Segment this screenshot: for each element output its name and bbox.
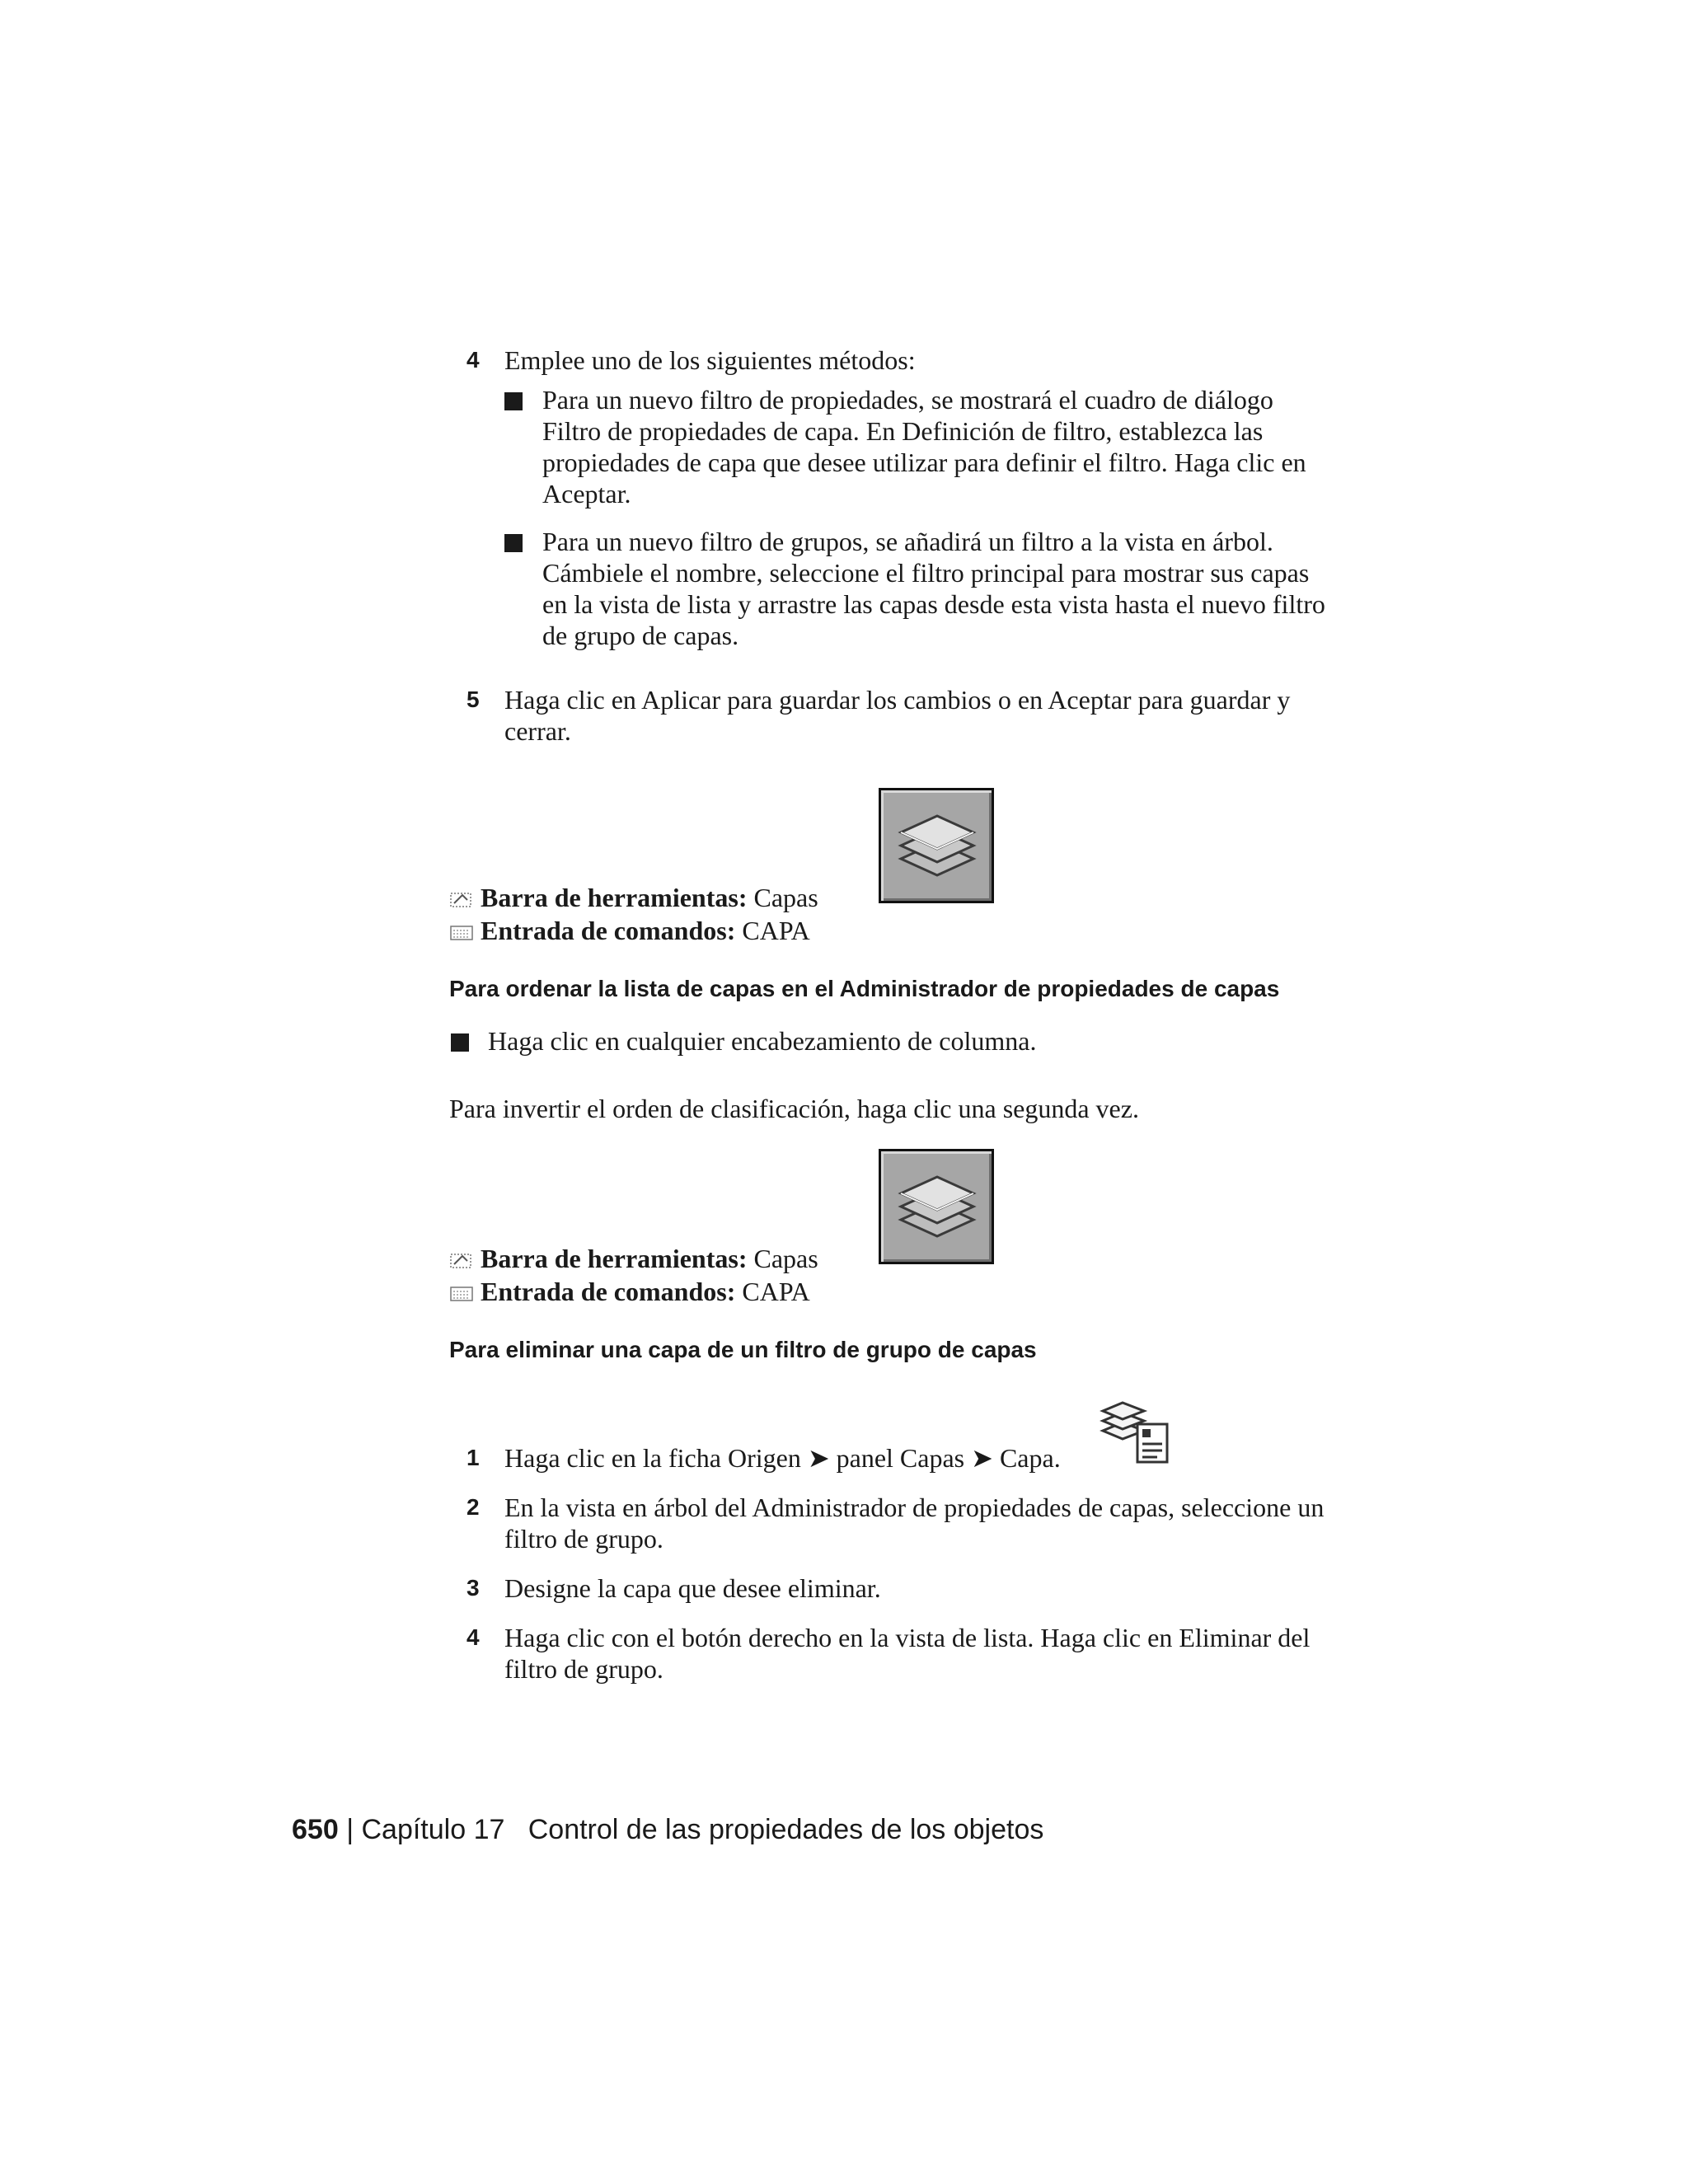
command-label: Entrada de comandos:	[481, 916, 736, 945]
toolbar-label: Barra de herramientas:	[481, 883, 748, 912]
toolbar-value: Capas	[753, 1244, 818, 1273]
step-number: 2	[467, 1494, 480, 1520]
command-reference	[449, 915, 810, 949]
bullet-marker	[504, 534, 523, 552]
step-text: Haga clic en Aplicar para guardar los cambios o en Aceptar para guardar y cerrar.	[504, 685, 1291, 746]
toolbar-reference	[449, 1243, 818, 1277]
command-value: CAPA	[742, 1277, 810, 1306]
step-number: 3	[467, 1575, 480, 1601]
command-value: CAPA	[742, 916, 810, 945]
bullet-marker	[451, 1033, 469, 1052]
bullet-text: Para un nuevo filtro de grupos, se añadirá un filtro a la vista en árbol. Cámbiele el nombre, seleccione el filtro principal para mostrar sus capas en la vista de lista y arrastre las capas desde esta vista hasta el nuevo filtro de grupo de capas.	[542, 527, 1325, 650]
layers-toolbar-icon	[879, 788, 994, 903]
step-text: Haga clic con el botón derecho en la vista de lista. Haga clic en Eliminar del filtro de grupo.	[504, 1623, 1311, 1684]
step-number: 4	[467, 1624, 480, 1650]
chapter-label: Capítulo 17	[361, 1814, 505, 1845]
bullet-text: Haga clic en cualquier encabezamiento de columna.	[488, 1026, 1037, 1056]
note-text: Para invertir el orden de clasificación, haga clic una segunda vez.	[449, 1094, 1139, 1123]
chapter-title: Control de las propiedades de los objetos	[528, 1814, 1044, 1845]
toolbar-icon	[449, 885, 474, 916]
toolbar-value: Capas	[753, 883, 818, 912]
command-entry-icon	[449, 918, 474, 949]
step-number: 5	[467, 687, 480, 712]
step-number: 4	[467, 347, 480, 373]
toolbar-label: Barra de herramientas:	[481, 1244, 748, 1273]
step-number: 1	[467, 1445, 480, 1470]
command-entry-icon	[449, 1279, 474, 1310]
page-footer	[292, 1813, 1043, 1846]
layers-toolbar-icon	[879, 1149, 994, 1264]
toolbar-icon	[449, 1246, 474, 1277]
step-text: Haga clic en la ficha Origen ➤ panel Capas ➤ Capa.	[504, 1443, 1061, 1473]
section-heading: Para eliminar una capa de un filtro de grupo de capas	[449, 1337, 1037, 1362]
bullet-marker	[504, 392, 523, 410]
step-text: Designe la capa que desee eliminar.	[504, 1573, 881, 1603]
command-reference	[449, 1276, 810, 1310]
command-label: Entrada de comandos:	[481, 1277, 736, 1306]
step-text: Emplee uno de los siguientes métodos:	[504, 345, 916, 375]
bullet-text: Para un nuevo filtro de propiedades, se mostrará el cuadro de diálogo Filtro de propiedades de capa. En Definición de filtro, establezca las propiedades de capa que desee utilizar para definir el filtro. Haga clic en Aceptar.	[542, 385, 1306, 509]
footer-separator: |	[346, 1814, 354, 1845]
step-text: En la vista en árbol del Administrador de propiedades de capas, seleccione un filtro de grupo.	[504, 1493, 1325, 1554]
page-number: 650	[292, 1814, 339, 1845]
section-heading: Para ordenar la lista de capas en el Administrador de propiedades de capas	[449, 976, 1280, 1001]
toolbar-reference	[449, 882, 818, 916]
